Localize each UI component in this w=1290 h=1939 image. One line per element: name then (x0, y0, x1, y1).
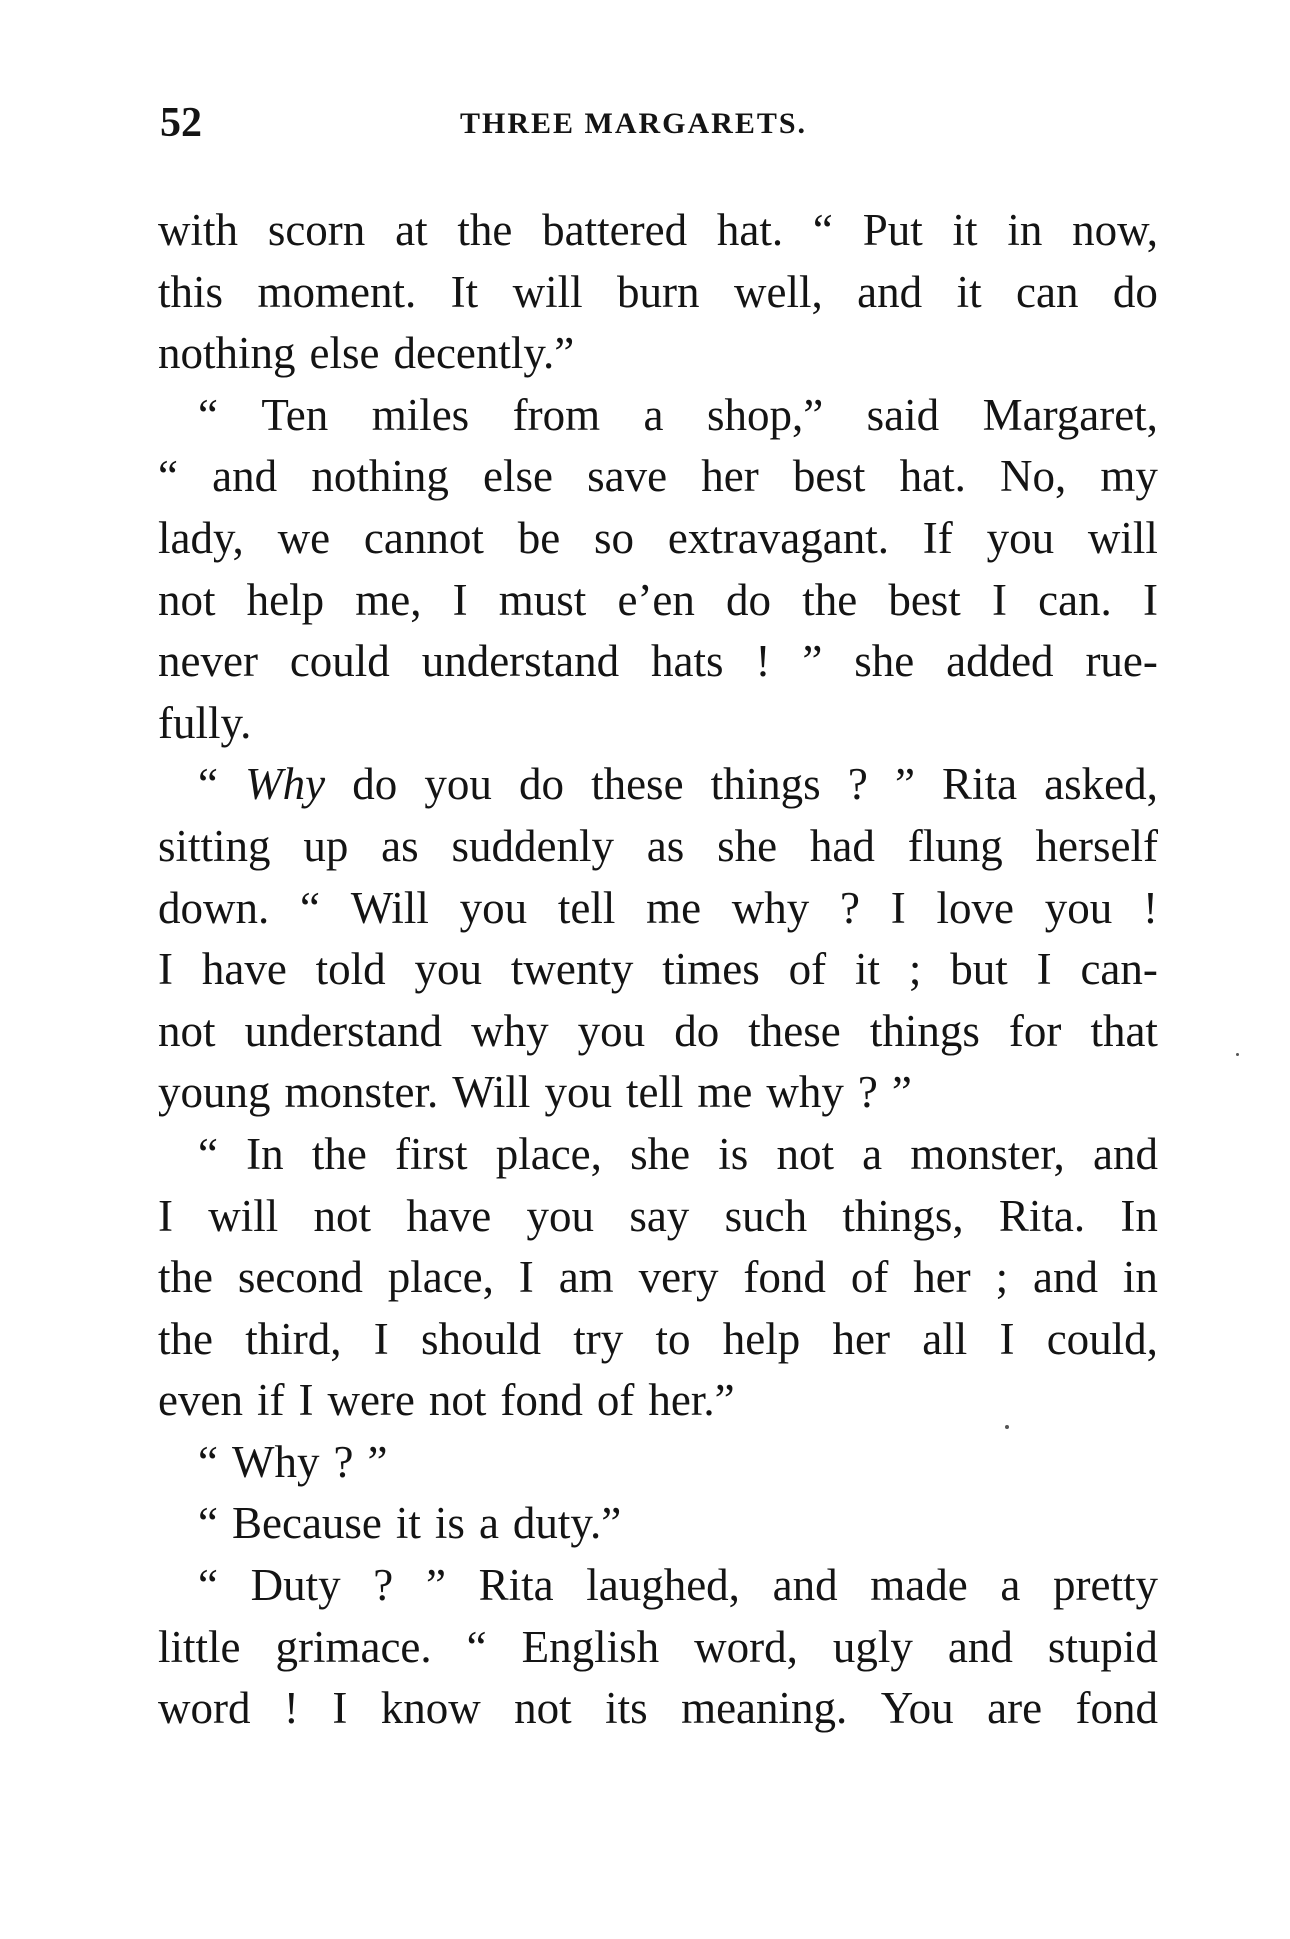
speck (1236, 1053, 1239, 1056)
text-line: the third, I should try to help her all I could, (158, 1313, 1158, 1364)
text-line: fully. (158, 697, 252, 748)
text-line: young monster. Will you tell me why ? ” (158, 1067, 912, 1118)
text-line: nothing else decently.” (158, 328, 575, 379)
text-line: little grimace. “ English word, ugly and stupid (158, 1621, 1158, 1672)
text-line: “ Why do you do these things ? ” Rita asked, (198, 759, 1158, 810)
text-line: even if I were not fond of her.” (158, 1375, 735, 1426)
text-line: sitting up as suddenly as she had flung herself (158, 820, 1158, 871)
text-line: not understand why you do these things for that (158, 1005, 1158, 1056)
page-header (160, 98, 1160, 148)
text-line: “ Duty ? ” Rita laughed, and made a pretty (198, 1560, 1158, 1611)
text-line: this moment. It will burn well, and it can do (158, 266, 1158, 317)
text-line: down. “ Will you tell me why ? I love you ! (158, 882, 1158, 933)
text-line: I will not have you say such things, Rita. In (158, 1190, 1158, 1241)
text-line: never could understand hats ! ” she added rue- (158, 636, 1158, 687)
text-line: I have told you twenty times of it ; but I can- (158, 944, 1158, 995)
text-line: lady, we cannot be so extravagant. If you will (158, 512, 1158, 563)
running-head: THREE MARGARETS. (460, 107, 808, 140)
text-line: “ and nothing else save her best hat. No, my (158, 451, 1158, 502)
text-line: word ! I know not its meaning. You are fond (158, 1683, 1158, 1734)
text-line: not help me, I must e’en do the best I can. I (158, 574, 1158, 625)
page-number: 52 (160, 100, 202, 146)
text-line: “ Ten miles from a shop,” said Margaret, (198, 389, 1158, 440)
text-line: “ Why ? ” (198, 1436, 388, 1487)
text-line: with scorn at the battered hat. “ Put it in now, (158, 205, 1158, 255)
body-text (158, 200, 1158, 1740)
text-line: “ Because it is a duty.” (198, 1498, 622, 1549)
speck (1005, 1425, 1009, 1429)
text-line: “ In the first place, she is not a monster, and (198, 1128, 1158, 1179)
text-line: the second place, I am very fond of her ; and in (158, 1252, 1158, 1303)
